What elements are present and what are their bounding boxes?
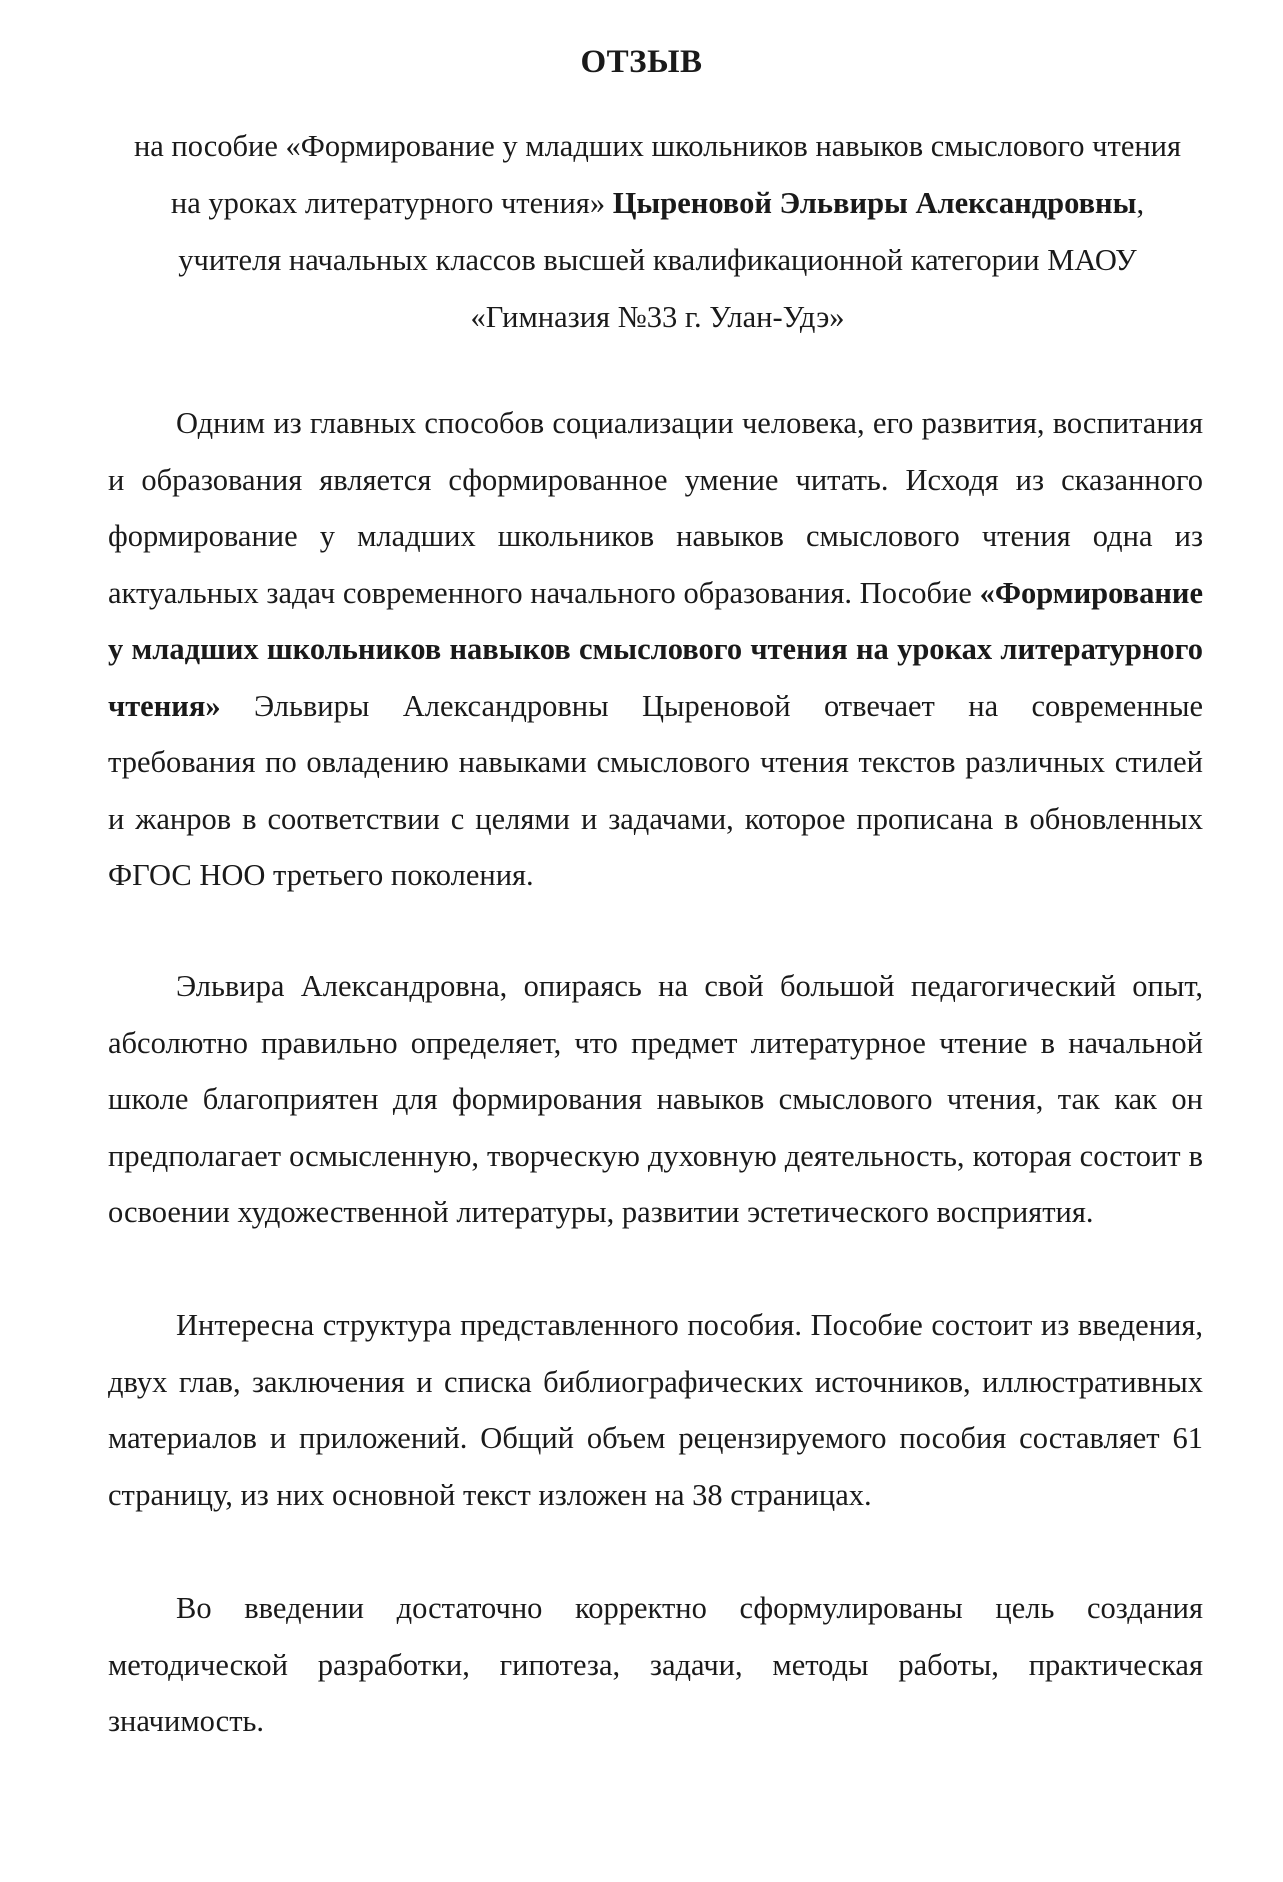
- paragraph-intro-book-title: «Формирование у младших школьников навыков смыслового чтения на уроках литературного чтения»: [108, 575, 1203, 723]
- subtitle-author-name: Цыреновой Эльвиры Александровны: [612, 186, 1137, 220]
- paragraph-experience: Эльвира Александровна, опираясь на свой большой педагогический опыт, абсолютно правильно определяет, что предмет литературное чтение в начальной школе благоприятен для формирования навыков смыслового чтения, так как он предполагает осмысленную, творческую духовную деятельность, которая состоит в освоении художественной литературы, развитии эстетического восприятия.: [108, 969, 1203, 1229]
- paragraph-intro-text-start: Одним из главных способов социализации человека, его развития, воспитания и образования является сформированное умение читать. Исходя из сказанного формирование у младших школьников навыков смыслового чтения одна из актуальных задач современного начального образования. Пособие: [108, 406, 1203, 610]
- paragraph-introduction-review: Во введении достаточно корректно сформулированы цель создания методической разработки, гипотеза, задачи, методы работы, практическая значимость.: [108, 1591, 1203, 1738]
- subtitle-text-end: , учителя начальных классов высшей квалификационной категории МАОУ «Гимназия №33 г. Улан-Удэ»: [178, 186, 1145, 334]
- document-title: ОТЗЫВ: [580, 44, 703, 80]
- paragraph-intro-text-end: Эльвиры Александровны Цыреновой отвечает на современные требования по овладению навыками смыслового чтения текстов различных стилей и жанров в соответствии с целями и задачами, которое прописана в обновленных ФГОС НОО третьего поколения.: [108, 688, 1203, 892]
- document-subtitle: [120, 118, 1195, 346]
- subtitle-text-start: на пособие «Формирование у младших школьников навыков смыслового чтения на уроках литературного чтения»: [133, 129, 1182, 220]
- paragraph-structure: Интересна структура представленного пособия. Пособие состоит из введения, двух глав, заключения и списка библиографических источников, иллюстративных материалов и приложений. Общий объем рецензируемого пособия составляет 61 страницу, из них основной текст изложен на 38 страницах.: [108, 1308, 1203, 1512]
- paragraph-intro: [108, 395, 1203, 904]
